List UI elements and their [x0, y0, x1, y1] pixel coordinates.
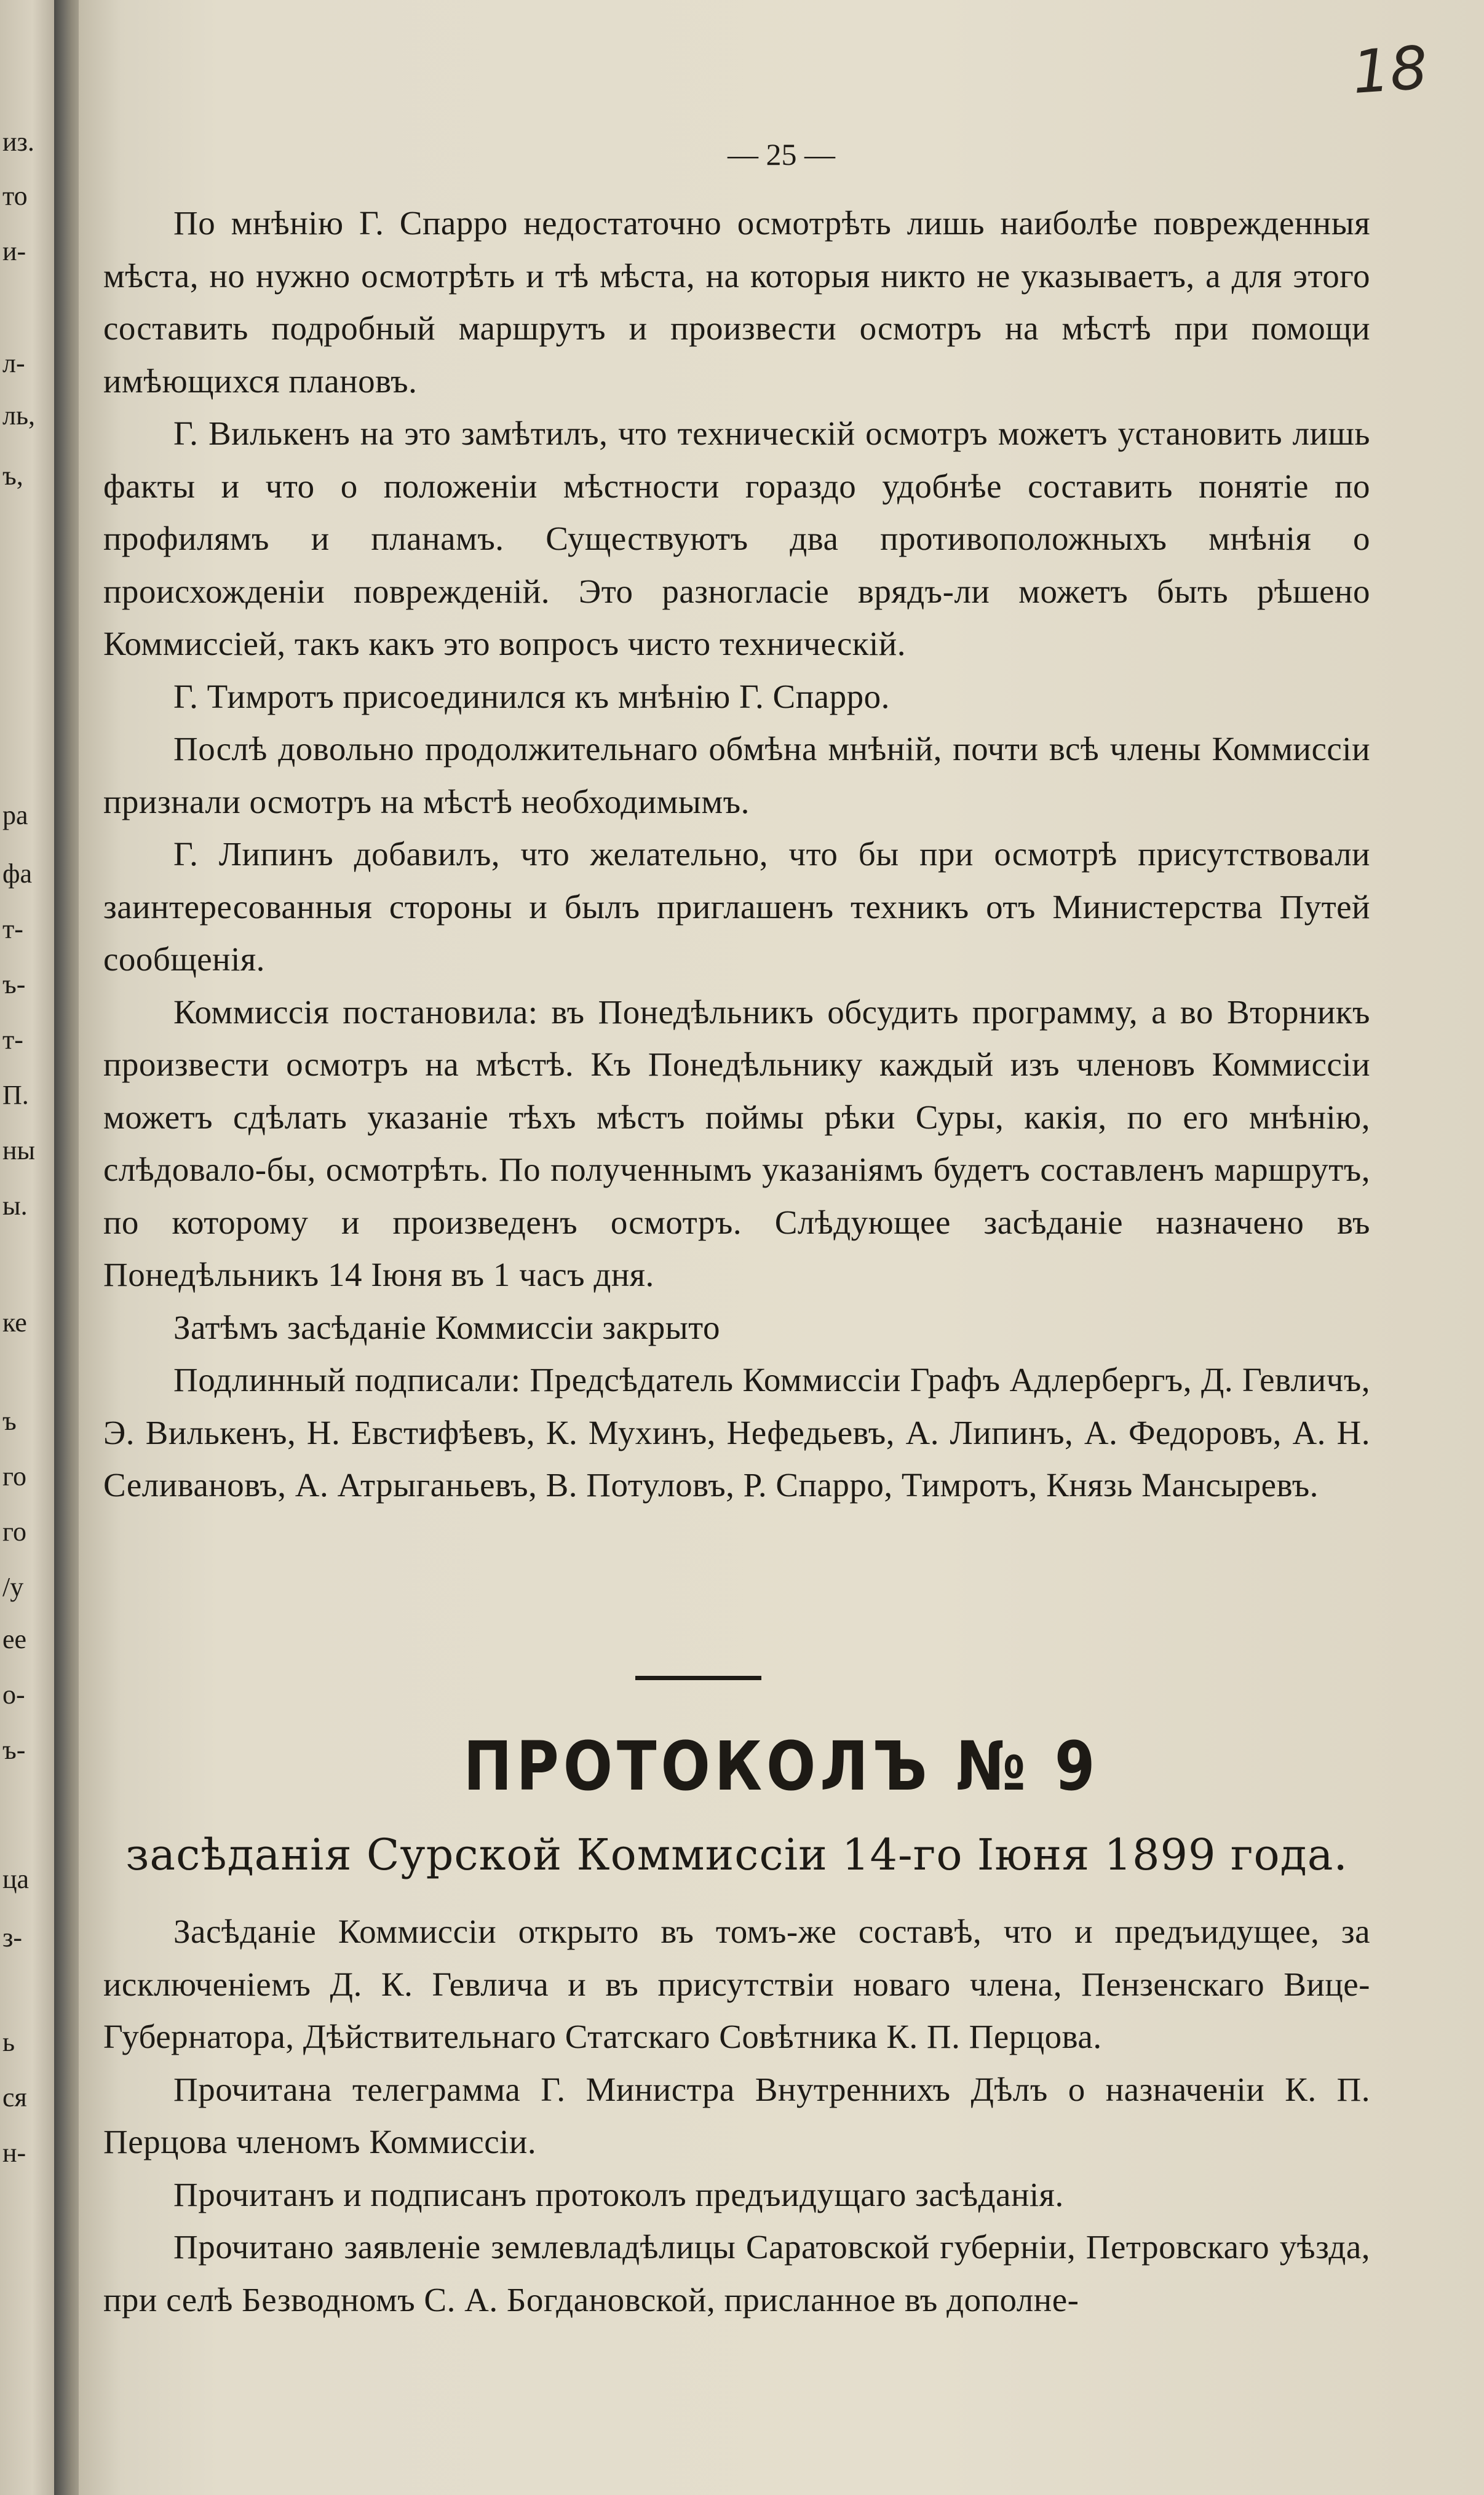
facing-fragment: го — [2, 1461, 26, 1491]
paragraph: Прочитанъ и подписанъ протоколъ предъидущаго засѣданія. — [173, 2175, 1064, 2213]
protocol-subtitle: засѣданія Сурской Коммиссіи 14-го Іюня 1899 года. — [125, 1830, 1348, 1880]
facing-fragment: ль, — [2, 400, 36, 430]
facing-fragment: ке — [2, 1307, 27, 1338]
facing-fragment: и- — [2, 236, 26, 266]
facing-fragment: /у — [2, 1572, 24, 1602]
facing-fragment: то — [2, 181, 28, 211]
facing-fragment: ъ, — [2, 461, 23, 491]
facing-fragment: о- — [2, 1680, 25, 1710]
paragraph: Засѣданіе Коммиссіи открыто въ томъ-же составѣ, что и предъидущее, за исключеніемъ Д. К. Гевлича и въ присутствіи новаго члена, Пензенскаго Вице-Губернатора, Дѣйствительнаго Статскаго Совѣтника К. П. Перцова. — [103, 1913, 1370, 2055]
paragraph: Прочитана телеграмма Г. Министра Внутреннихъ Дѣлъ о назначеніи К. П. Перцова членомъ Коммиссіи. — [103, 2070, 1370, 2160]
paragraph: Г. Вилькенъ на это замѣтилъ, что техническій осмотръ можетъ установить лишь факты и что о положеніи мѣстности гораздо удобнѣе составить понятіе по профилямъ и планамъ. Существуютъ два противоположныхъ мнѣнія о происхожденіи поврежденій. Это разногласіе врядъ-ли можетъ быть рѣшено Коммиссіей, такъ какъ это вопросъ чисто техническій. — [103, 415, 1370, 662]
folio-number: 18 — [1350, 33, 1430, 108]
facing-fragment: н- — [2, 2138, 26, 2168]
paragraph: Прочитано заявленіе землевладѣлицы Саратовской губерніи, Петровскаго уѣзда, при селѣ Безводномъ С. А. Богдановской, присланное въ дополне- — [103, 2228, 1370, 2318]
paragraph: По мнѣнію Г. Спарро недостаточно осмотрѣть лишь наиболѣе поврежденныя мѣста, но нужно осмотрѣть и тѣ мѣста, на которыя никто не указываетъ, а для этого составить подробный маршрутъ и произвести осмотръ на мѣстѣ при помощи имѣющихся плановъ. — [103, 204, 1370, 400]
section-divider — [635, 1676, 761, 1680]
facing-fragment: ъ- — [2, 1735, 26, 1765]
paragraph: Послѣ довольно продолжительнаго обмѣна мнѣній, почти всѣ члены Коммиссіи признали осмотръ на мѣстѣ необходимымъ. — [103, 730, 1370, 820]
paragraph: Коммиссія постановила: въ Понедѣльникъ обсудить программу, а во Вторникъ произвести осмотръ на мѣстѣ. Къ Понедѣльнику каждый изъ членовъ Коммиссіи можетъ сдѣлать указаніе тѣхъ мѣстъ поймы рѣки Суры, какія, по его мнѣнію, слѣдовало-бы, осмотрѣть. По полученнымъ указаніямъ будетъ составленъ маршрутъ, по которому и произведенъ осмотръ. Слѣдующее засѣданіе назначено въ Понедѣльникъ 14 Іюня въ 1 часъ дня. — [103, 993, 1370, 1293]
facing-fragment: ся — [2, 2082, 27, 2112]
facing-fragment: ъ- — [2, 969, 26, 999]
facing-fragment: го — [2, 1517, 26, 1547]
paragraph: Затѣмъ засѣданіе Коммиссіи закрыто — [173, 1308, 720, 1346]
facing-fragment: з- — [2, 1922, 23, 1953]
facing-fragment: П. — [2, 1080, 29, 1110]
signatures-paragraph: Подлинный подписали: Предсѣдатель Коммиссіи Графъ Адлербергъ, Д. Гевличъ, Э. Вилькенъ, Н. Евстифѣевъ, К. Мухинъ, Нефедьевъ, А. Липинъ, А. Федоровъ, А. Н. Селивановъ, А. Атрыганьевъ, В. Потуловъ, Р. Спарро, Тимротъ, Князь Мансыревъ. — [103, 1361, 1370, 1504]
facing-fragment: т- — [2, 914, 23, 944]
facing-fragment: ны — [2, 1135, 36, 1165]
protocol-9-body — [103, 1905, 1370, 2326]
document-page — [79, 0, 1484, 2495]
facing-fragment: ра — [2, 800, 28, 830]
facing-fragment: ъ — [2, 1406, 17, 1436]
facing-page-edge — [0, 0, 54, 2495]
paragraph: Г. Липинъ добавилъ, что желательно, что бы при осмотрѣ присутствовали заинтересованныя стороны и былъ приглашенъ техникъ отъ Министерства Путей сообщенія. — [103, 835, 1370, 978]
facing-fragment: ца — [2, 1864, 30, 1894]
page-number: — 25 — — [728, 137, 835, 172]
protocol-title: ПРОТОКОЛЪ № 9 — [463, 1727, 1100, 1806]
facing-fragment: фа — [2, 859, 33, 889]
facing-fragment: ь — [2, 2027, 15, 2057]
facing-fragment: ы. — [2, 1191, 28, 1221]
facing-fragment: ее — [2, 1624, 27, 1654]
paragraph: Г. Тимротъ присоединился къ мнѣнію Г. Спарро. — [173, 677, 890, 715]
facing-fragment: т- — [2, 1025, 23, 1055]
protocol-8-continuation — [103, 197, 1370, 1512]
facing-fragment: из. — [2, 127, 34, 157]
facing-fragment: л- — [2, 348, 25, 378]
book-binding — [54, 0, 79, 2495]
